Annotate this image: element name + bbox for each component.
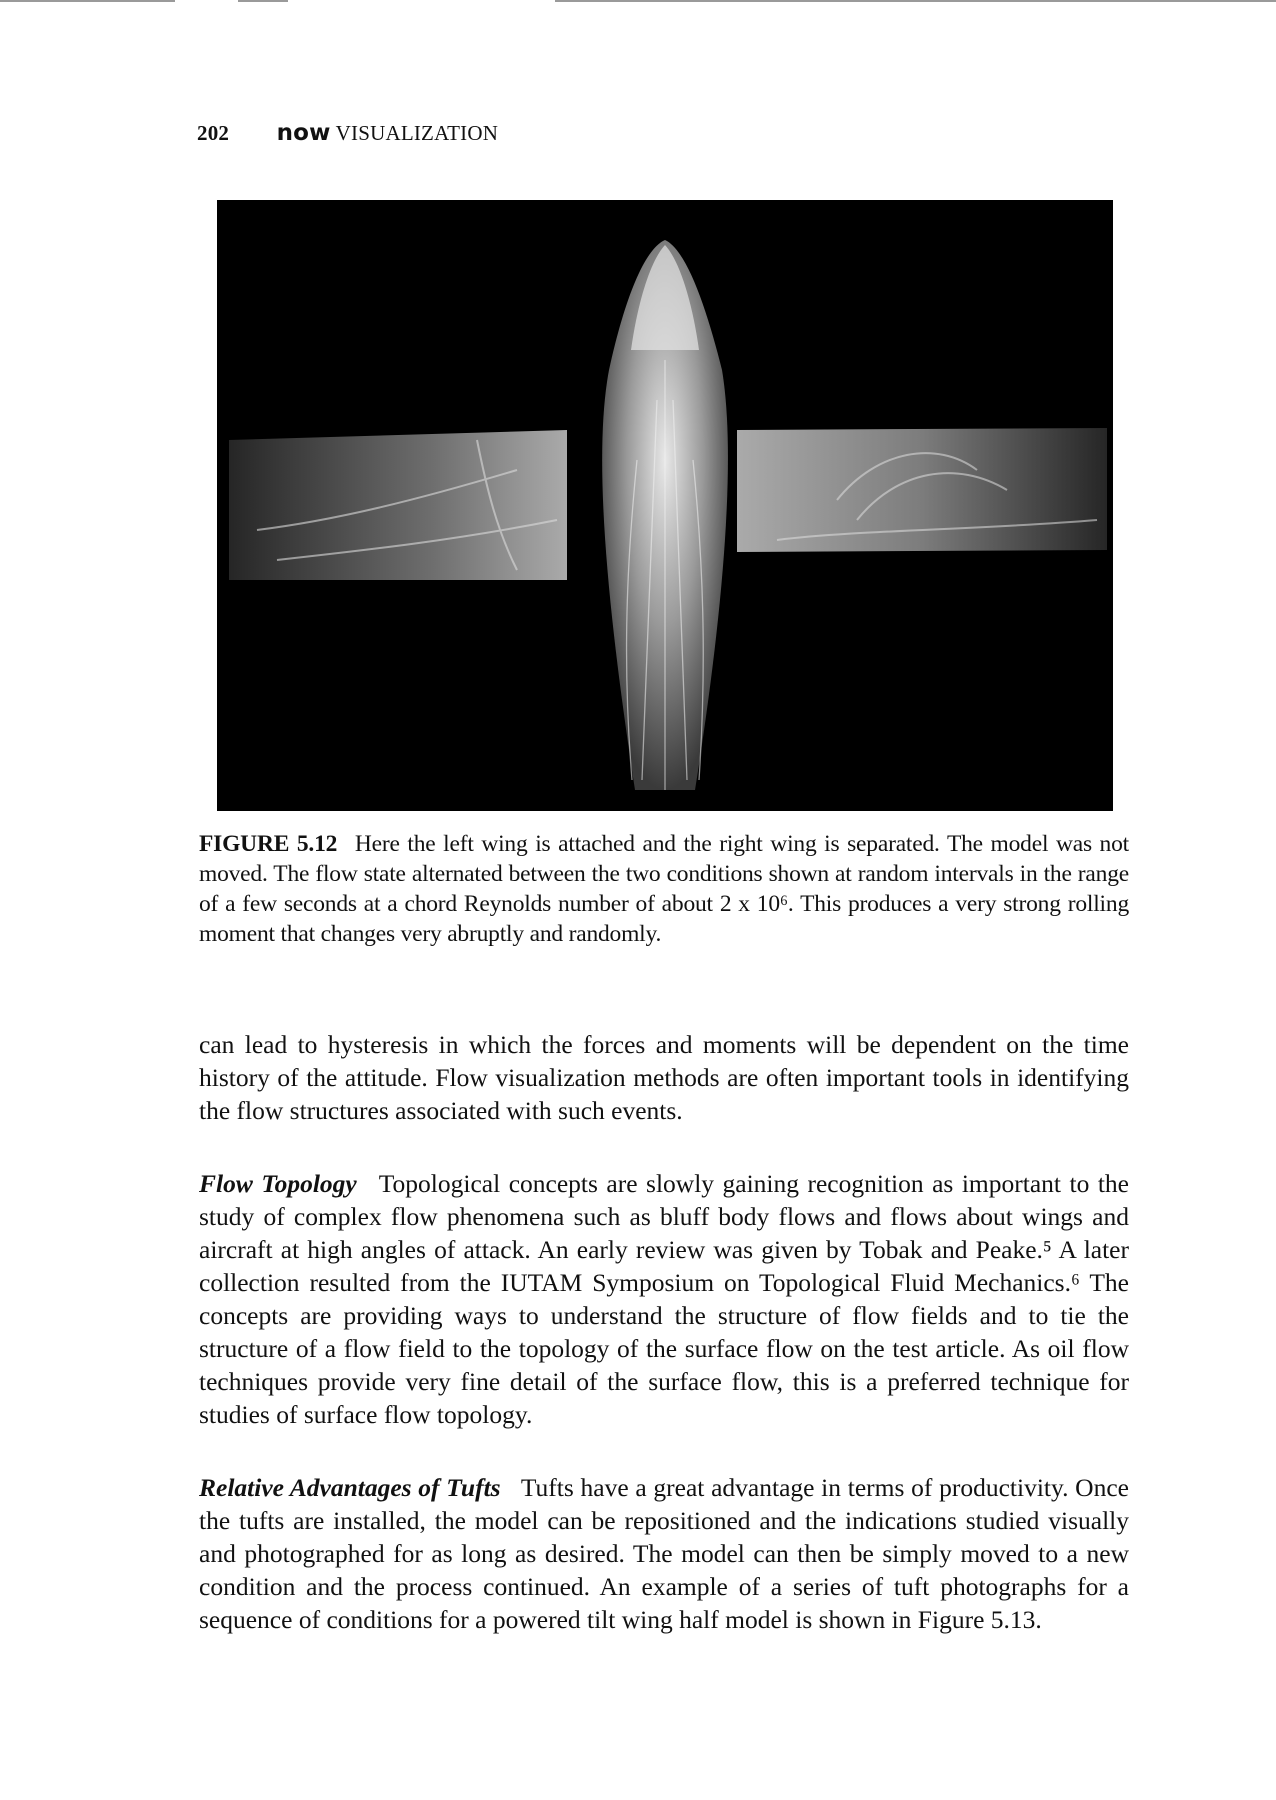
running-title: VISUALIZATION xyxy=(335,121,499,145)
running-title-word: now xyxy=(276,120,331,146)
paragraph-continued xyxy=(199,1028,1129,1127)
figure-label: FIGURE 5.12 xyxy=(199,831,338,857)
section-text-flow-topology: Topological concepts are slowly gaining recognition as important to the study of complex flow phenomena such as bluff body flows and flows about wings and aircraft at high angles of attack. An early review was given by Tobak and Peake.⁵ A later collection resulted from the IUTAM Symposium on Topological Fluid Mechanics.⁶ The concepts are providing ways to understand the structure of flow fields and to tie the structure of a flow field to the topology of the surface flow on the test article. As oil flow techniques provide very fine detail of the surface flow, this is a preferred technique for studies of surface flow topology. xyxy=(199,1169,1129,1429)
section-relative-advantages-of-tufts xyxy=(199,1471,1129,1636)
caption-text: Here the left wing is attached and the right wing is separated. The model was not moved. The flow state alternated between the two conditions shown at random intervals in the range of a few seconds at a chord Reynolds number of about 2 x 10⁶. This produces a very strong rolling moment that changes very abruptly and randomly. xyxy=(199,831,1129,947)
running-head xyxy=(197,120,498,146)
right-wing xyxy=(737,428,1107,552)
section-heading-tufts: Relative Advantages of Tufts xyxy=(199,1473,501,1502)
figure-caption xyxy=(199,829,1129,949)
paragraph-1-text: can lead to hysteresis in which the forces and moments will be dependent on the time history of the attitude. Flow visualization methods are often important tools in identifying the flow structures associated with such events. xyxy=(199,1030,1129,1125)
scan-edge-middle xyxy=(238,0,288,2)
figure-photo xyxy=(217,200,1113,811)
page-number: 202 xyxy=(197,121,230,145)
scan-edge-left xyxy=(0,0,175,2)
section-heading-flow-topology: Flow Topology xyxy=(199,1169,357,1198)
left-wing xyxy=(229,430,567,580)
section-flow-topology xyxy=(199,1167,1129,1431)
scan-edge-right xyxy=(555,0,1276,2)
aircraft-oil-flow-image xyxy=(217,200,1113,811)
section-text-tufts: Tufts have a great advantage in terms of productivity. Once the tufts are installed, the model can be repositioned and the indications studied visually and photographed for as long as desired. The model can then be simply moved to a new condition and the process continued. An example of a series of tuft photographs for a sequence of conditions for a powered tilt wing half model is shown in Figure 5.13. xyxy=(199,1473,1129,1634)
